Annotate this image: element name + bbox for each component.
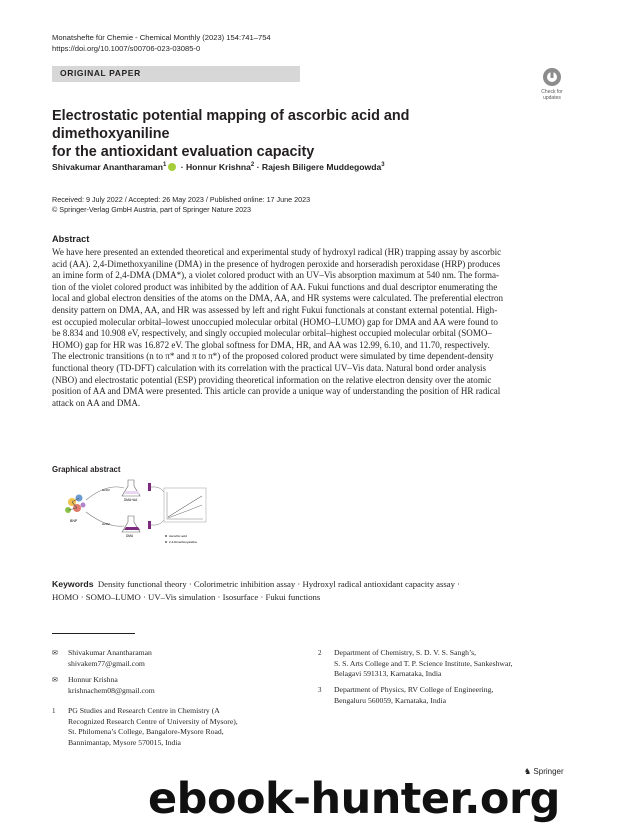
arrow-label: H2O2 — [102, 488, 110, 492]
email-link[interactable]: shivakem77@gmail.com — [68, 658, 145, 668]
flask-label: DMA — [126, 534, 134, 538]
affiliation-footnote — [318, 685, 578, 709]
orcid-icon[interactable] — [168, 163, 176, 171]
article-type-label: ORIGINAL PAPER — [60, 68, 141, 78]
keywords-block — [52, 578, 568, 604]
abstract-line: HOMO) gap for HR was 16.872 eV. The global softness for DMA, HR, and AA was 12.99, 6.10, and 11.70, respectively. — [52, 339, 490, 350]
springer-horse-icon: ♞ — [524, 767, 532, 776]
abstract-body — [52, 247, 568, 409]
author-separator: · — [178, 162, 186, 172]
graphical-abstract-heading: Graphical abstract — [52, 465, 121, 474]
affiliation-footnote — [52, 706, 302, 752]
legend-marker — [165, 535, 167, 537]
journal-citation: Monatshefte für Chemie - Chemical Monthly (2023) 154:741–754 — [52, 33, 271, 42]
flask-bottom-icon — [122, 516, 140, 532]
molecule-structure-icon — [65, 495, 86, 514]
check-updates-icon — [535, 66, 569, 102]
abstract-heading: Abstract — [52, 234, 90, 244]
title-line: Electrostatic potential mapping of ascorbic acid and dimethoxyaniline — [52, 108, 410, 142]
author-list — [52, 162, 385, 172]
footnote-line: St. Philomena’s College, Bangalore-Mysore Road, — [68, 727, 224, 736]
footnote-line: Belagavi 591313, Karnataka, India — [334, 669, 442, 678]
graphical-abstract-figure — [52, 478, 252, 570]
abstract-line: local and global electron densities of the atoms on the DMA, AA, and HR systems were calculated. The preferential electron — [52, 293, 504, 304]
journal-header — [52, 32, 271, 54]
abstract-line: functional theory (TD-DFT) calculation with its correlation with the practical UV–Vis data. Natural bond order analysis — [52, 362, 487, 373]
abstract-line: attack on AA and DMA. — [52, 397, 141, 408]
footnote-line: Bannimantap, Mysore 570015, India — [68, 737, 181, 747]
abstract-line: position of AA and DMA were presented. This article can provide a unique way of understanding the position of HR radical — [52, 386, 501, 397]
check-for-updates-badge[interactable] — [535, 66, 569, 102]
author-separator: · — [254, 162, 262, 172]
abstract-line: (NBO) and electrostatic potential (ESP) providing theoretical information on the relative electron density over the atomic — [52, 374, 492, 385]
footnote-line: Department of Physics, RV College of Engineering, — [334, 685, 494, 694]
correspondence-footnote — [52, 675, 292, 699]
author-name[interactable]: Rajesh Biligere Muddegowda — [261, 162, 382, 172]
keywords-label: Keywords — [52, 579, 94, 589]
footnote-line: Bengaluru 560059, Karnataka, India — [334, 695, 447, 705]
abstract-line: The electronic transitions (n to π* and π to π*) of the proposed colored product were simulated by time dependent-density — [52, 351, 494, 362]
abstract-line: be 8.834 and 10.908 eV, respectively, and singly occupied molecular orbital–highest occupied molecular orbital (SOMO– — [52, 328, 492, 339]
abstract-line: est occupied molecular orbital–lowest unoccupied molecular orbital (HOMO–LUMO) gap for DMA and AA were found to — [52, 316, 498, 327]
cuvette-icon — [148, 521, 151, 529]
affiliation-footnote — [318, 648, 578, 682]
doi-link[interactable]: https://doi.org/10.1007/s00706-023-03085-0 — [52, 44, 201, 53]
legend-label: Ascorbic acid — [169, 534, 187, 538]
watermark-text: ebook-hunter.org — [148, 774, 560, 824]
affiliation-mark: 3 — [381, 162, 385, 169]
publication-dates — [52, 195, 310, 215]
email-icon: ✉ — [52, 676, 58, 684]
abstract-line: tion of the violet colored product was inhibited by the addition of AA. Fukui functions and dual descriptor enumerating the — [52, 281, 498, 292]
abstract-line: acid (AA). 2,4-Dimethoxyaniline (DMA) in the presence of hydrogen peroxide and horseradish peroxidase (HRP) produces — [52, 258, 501, 269]
arrow-label: H2O2 — [102, 522, 110, 526]
abstract-line: an imine form of 2,4-DMA (DMA*), a violet colored product with an UV–Vis absorption maximum at 540 nm. The forma- — [52, 270, 500, 281]
check-updates-line2: updates — [543, 95, 561, 101]
figure-label-left: BNP — [70, 519, 78, 523]
keywords-line: Density functional theory · Colorimetric inhibition assay · Hydroxyl radical antioxidant capacity assay · — [97, 579, 460, 589]
footnote-line: Shivakumar Anantharaman — [68, 648, 152, 657]
affiliation-number: 1 — [52, 707, 56, 715]
email-icon: ✉ — [52, 649, 58, 657]
dates-line: Received: 9 July 2022 / Accepted: 26 May 2023 / Published online: 17 June 2023 — [52, 195, 311, 204]
affiliation-mark: 2 — [250, 162, 255, 169]
flask-label: DMA+AA — [124, 498, 138, 502]
article-title — [52, 107, 522, 161]
abstract-line: density pattern on DMA, AA, and HR was assessed by left and right Fukui functionals at constant external potential. High- — [52, 304, 498, 315]
affiliation-mark: 1 — [162, 162, 167, 169]
footnote-line: Department of Chemistry, S. D. V. S. Sangh’s, — [334, 648, 477, 657]
inset-plot — [164, 488, 206, 522]
legend-label: 2,4-Dimethoxyaniline — [169, 540, 198, 544]
affiliation-number: 3 — [318, 686, 322, 694]
article-type-banner — [52, 66, 300, 82]
title-line: for the antioxidant evaluation capacity — [52, 144, 315, 160]
footnote-line: PG Studies and Research Centre in Chemistry (A — [68, 706, 220, 715]
affiliation-number: 2 — [318, 649, 322, 657]
correspondence-footnote — [52, 648, 292, 672]
footnote-line: S. S. Arts College and T. P. Science Institute, Sankeshwar, — [334, 658, 513, 668]
footnote-line: Honnur Krishna — [68, 675, 118, 684]
flask-top-icon — [122, 480, 140, 496]
author-name[interactable]: Honnur Krishna — [185, 162, 251, 172]
email-link[interactable]: krishnachem08@gmail.com — [68, 685, 155, 695]
legend-marker — [165, 541, 167, 543]
copyright-line: © Springer-Verlag GmbH Austria, part of Springer Nature 2023 — [52, 205, 252, 214]
footnote-divider — [52, 633, 135, 634]
abstract-line: We have here presented an extended theoretical and experimental study of hydroxyl radical (HR) trapping assay by ascorbic — [52, 247, 502, 257]
publisher-name: Springer — [533, 767, 564, 776]
keywords-line: HOMO · SOMO–LUMO · UV–Vis simulation · Isosurface · Fukui functions — [52, 592, 321, 602]
author-name[interactable]: Shivakumar Anantharaman — [52, 162, 163, 172]
check-updates-line1: Check for — [541, 89, 563, 95]
footnote-line: Recognized Research Centre of University of Mysore), — [68, 716, 238, 726]
cuvette-icon — [148, 483, 151, 491]
